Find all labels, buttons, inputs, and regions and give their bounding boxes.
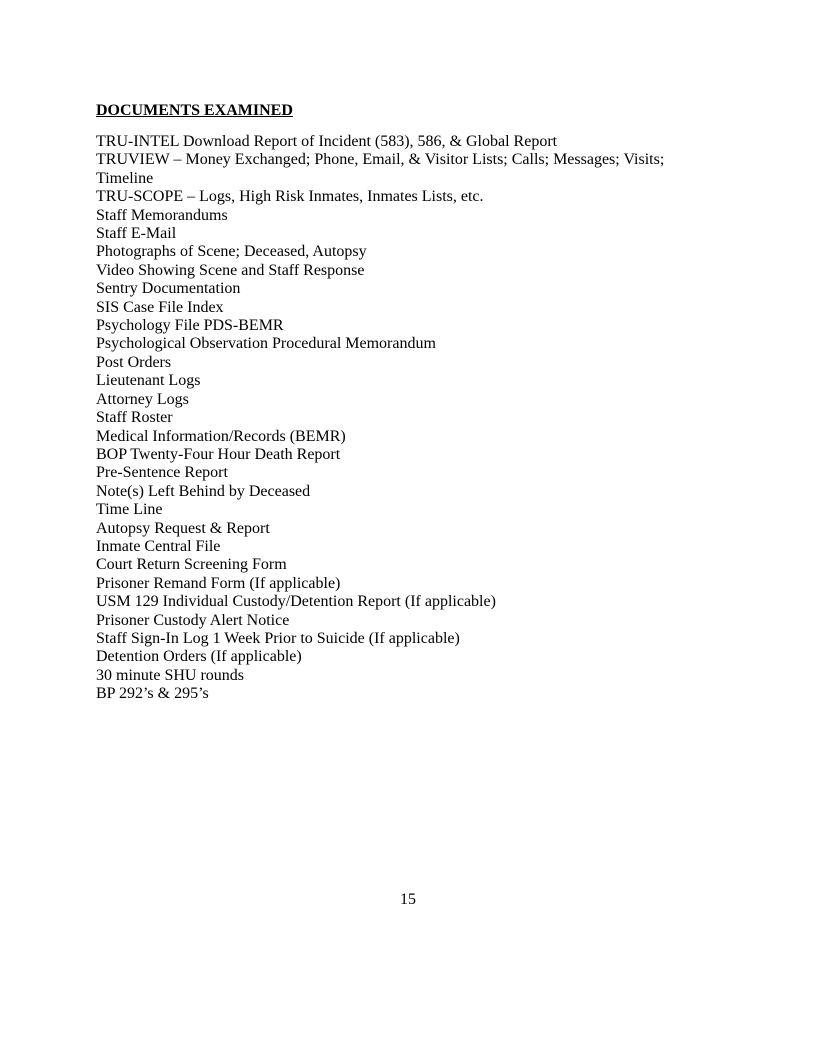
section-heading: DOCUMENTS EXAMINED bbox=[96, 102, 293, 119]
list-item: BP 292’s & 295’s bbox=[96, 685, 209, 703]
list-item: Pre-Sentence Report bbox=[96, 464, 228, 482]
list-item: Prisoner Custody Alert Notice bbox=[96, 611, 290, 629]
list-item: Lieutenant Logs bbox=[96, 372, 201, 390]
list-item: Photographs of Scene; Deceased, Autopsy bbox=[96, 243, 367, 261]
list-item: TRU-INTEL Download Report of Incident (583), 586, & Global Report bbox=[96, 133, 558, 150]
list-item: Video Showing Scene and Staff Response bbox=[96, 261, 365, 279]
list-item: Sentry Documentation bbox=[96, 280, 241, 298]
page-number: 15 bbox=[400, 891, 416, 908]
list-item: Staff Roster bbox=[96, 409, 173, 427]
list-item: Detention Orders (If applicable) bbox=[96, 648, 302, 666]
list-item: TRU-SCOPE – Logs, High Risk Inmates, Inmates Lists, etc. bbox=[96, 188, 484, 206]
list-item: Staff E-Mail bbox=[96, 225, 177, 243]
list-item: Prisoner Remand Form (If applicable) bbox=[96, 574, 341, 592]
list-item: BOP Twenty-Four Hour Death Report bbox=[96, 445, 341, 463]
list-item: Note(s) Left Behind by Deceased bbox=[96, 482, 311, 500]
list-item: Medical Information/Records (BEMR) bbox=[96, 427, 346, 445]
list-item: Staff Memorandums bbox=[96, 206, 228, 224]
list-item: Court Return Screening Form bbox=[96, 556, 287, 574]
list-item: Autopsy Request & Report bbox=[96, 519, 270, 537]
list-item: Time Line bbox=[96, 501, 163, 519]
list-item: Staff Sign-In Log 1 Week Prior to Suicide (If applicable) bbox=[96, 629, 460, 647]
list-item: TRUVIEW – Money Exchanged; Phone, Email, & Visitor Lists; Calls; Messages; Visits; Timeline bbox=[96, 151, 665, 187]
list-item: Inmate Central File bbox=[96, 537, 221, 555]
documents-list bbox=[96, 133, 696, 704]
list-item: Psychology File PDS-BEMR bbox=[96, 317, 284, 335]
list-item: USM 129 Individual Custody/Detention Report (If applicable) bbox=[96, 593, 496, 611]
list-item: Psychological Observation Procedural Memorandum bbox=[96, 335, 436, 353]
list-item: SIS Case File Index bbox=[96, 298, 224, 316]
list-item: Attorney Logs bbox=[96, 390, 189, 408]
list-item: Post Orders bbox=[96, 353, 172, 371]
list-item: 30 minute SHU rounds bbox=[96, 666, 244, 684]
